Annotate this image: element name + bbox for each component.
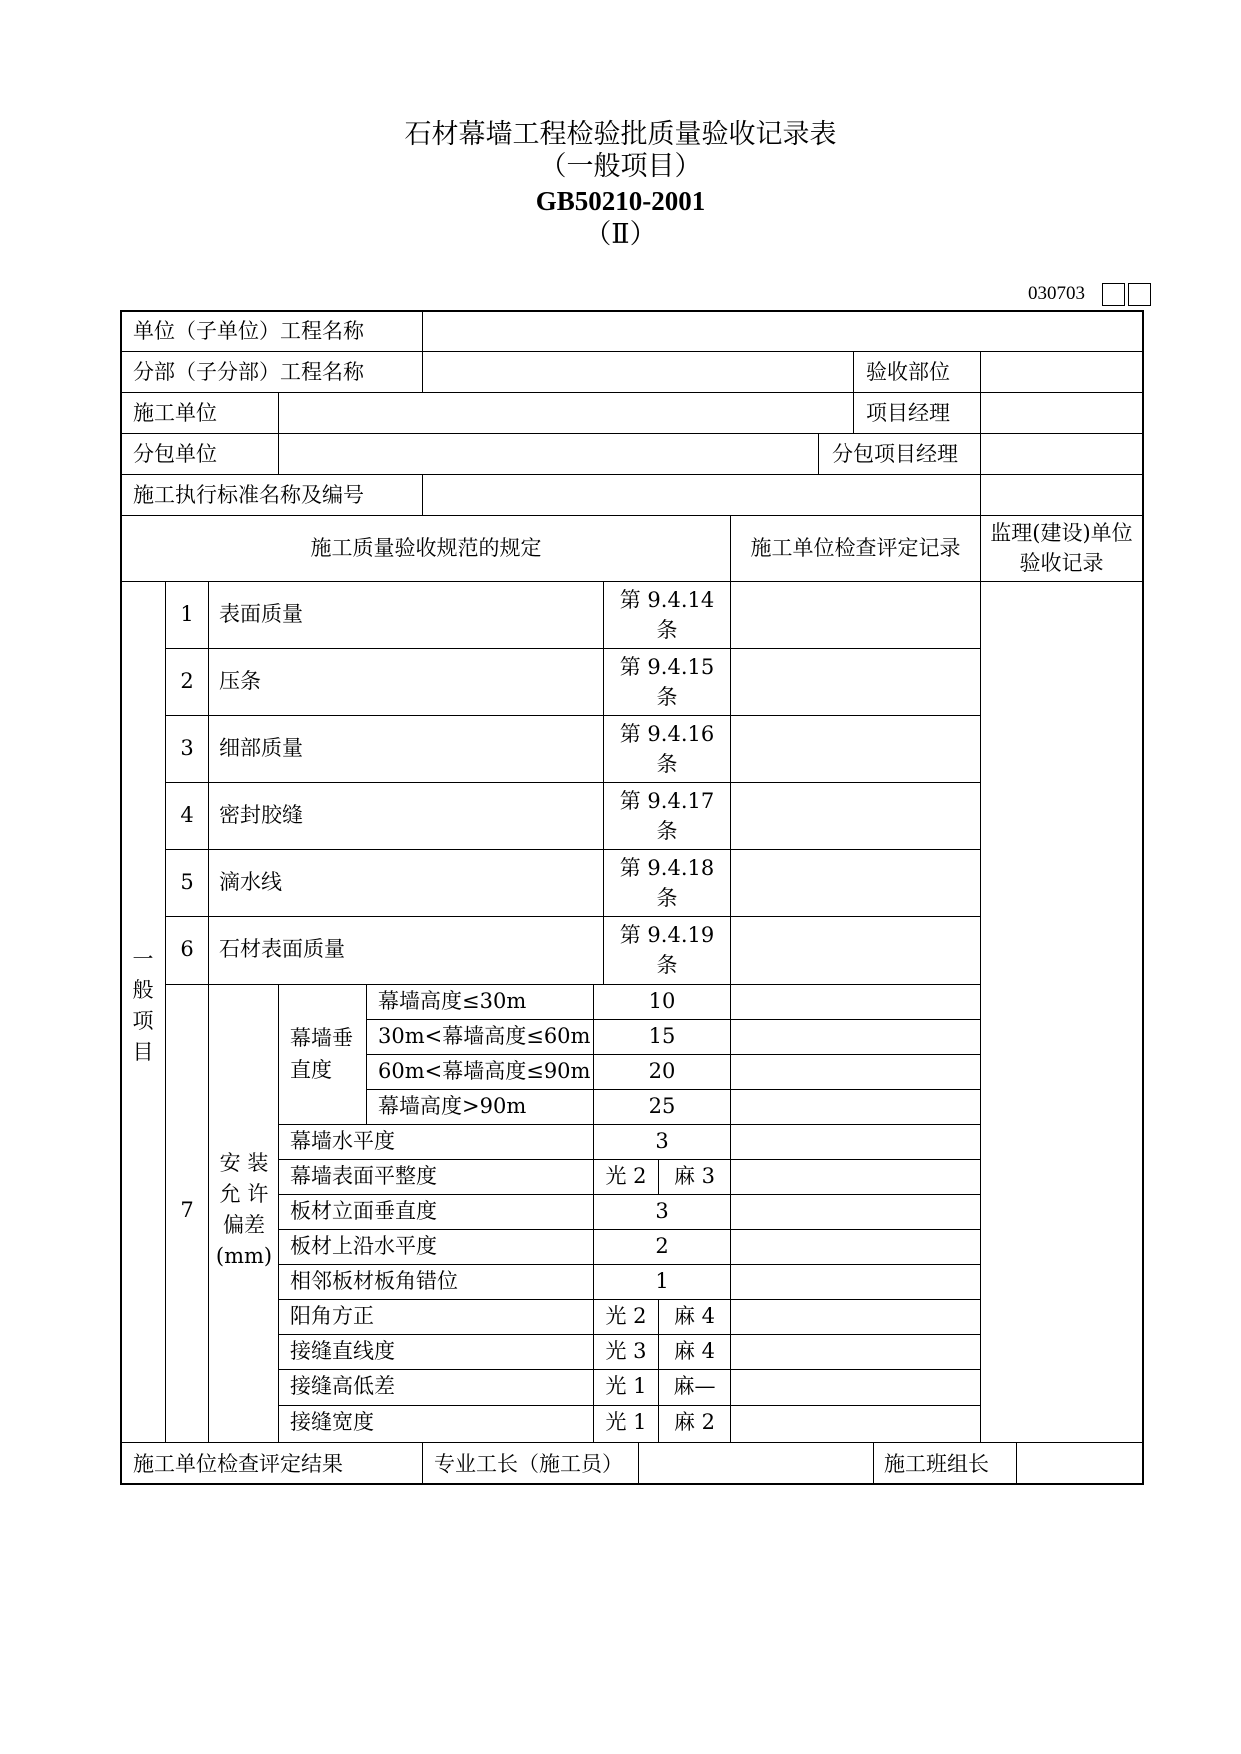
construction-unit-label: 施工单位 (133, 401, 217, 425)
standard-name-field[interactable] (424, 475, 1142, 514)
supervision-record-header-l1: 监理(建设)单位 (990, 521, 1133, 545)
tolerance-name: 30m<幕墙高度≤60m (378, 1024, 591, 1048)
project-manager-label: 项目经理 (866, 401, 950, 425)
page-title: 石材幕墙工程检验批质量验收记录表 (404, 119, 837, 150)
tolerance-value-rough: 麻 2 (673, 1410, 716, 1434)
tolerance-value: 10 (648, 989, 676, 1013)
tolerance-name: 幕墙表面平整度 (290, 1164, 437, 1188)
construction-result-label: 施工单位检查评定结果 (133, 1452, 343, 1476)
supervision-record-area[interactable] (981, 582, 1142, 1442)
item-clause: 第 9.4.17 (619, 789, 715, 813)
table-number: （Ⅱ） (584, 219, 657, 250)
tolerance-name: 板材立面垂直度 (290, 1199, 437, 1223)
item-number: 2 (180, 669, 194, 693)
item-number: 6 (180, 937, 194, 961)
tolerance-value: 2 (655, 1234, 669, 1258)
item-clause-suffix: 条 (656, 618, 678, 642)
form-code-box-1[interactable] (1102, 283, 1125, 306)
tolerance-name: 板材上沿水平度 (290, 1234, 437, 1258)
tolerance-name: 阳角方正 (290, 1304, 374, 1328)
item-clause: 第 9.4.19 (619, 923, 715, 947)
page-subtitle: （一般项目） (539, 151, 702, 182)
tolerance-name: 接缝宽度 (290, 1410, 374, 1434)
item-clause-suffix: 条 (656, 819, 678, 843)
tolerance-value-rough: 麻 4 (673, 1339, 716, 1363)
item-name: 石材表面质量 (219, 937, 345, 961)
tolerance-value-polished: 光 1 (605, 1374, 647, 1398)
item-name: 滴水线 (219, 870, 282, 894)
form-code: 030703 (1028, 283, 1085, 304)
item-name: 压条 (219, 669, 261, 693)
item-clause: 第 9.4.15 (619, 655, 715, 679)
general-items-label: 一 般 项 目 (132, 947, 154, 1064)
subcontract-manager-field[interactable] (982, 434, 1142, 473)
tolerance-value-rough: 麻 4 (673, 1304, 716, 1328)
tolerance-value-rough: 麻— (673, 1374, 716, 1398)
item-clause-suffix: 条 (656, 953, 678, 977)
standard-name-label: 施工执行标准名称及编号 (133, 483, 364, 507)
tolerance-value-rough: 麻 3 (673, 1164, 716, 1188)
tolerance-name: 60m<幕墙高度≤90m (378, 1059, 591, 1083)
subcontract-unit-label: 分包单位 (133, 442, 217, 466)
item-clause-suffix: 条 (656, 685, 678, 709)
form-code-box-2[interactable] (1128, 283, 1151, 306)
tolerance-value-polished: 光 2 (605, 1164, 647, 1188)
construction-record-header: 施工单位检查评定记录 (750, 536, 961, 560)
item-name: 密封胶缝 (219, 803, 303, 827)
team-leader-label: 施工班组长 (884, 1452, 989, 1476)
project-manager-field[interactable] (982, 393, 1142, 432)
tolerance-value: 15 (648, 1024, 676, 1048)
item-clause: 第 9.4.16 (619, 722, 715, 746)
supervision-record-header-l2: 验收记录 (1019, 551, 1104, 575)
tolerance-name: 接缝直线度 (290, 1339, 395, 1363)
unit-project-name-field[interactable] (424, 352, 852, 391)
acceptance-part-label: 验收部位 (866, 360, 950, 384)
vertical-group-label-l1: 幕墙垂 (290, 1026, 353, 1050)
item-clause-suffix: 条 (656, 752, 678, 776)
tolerance-value: 3 (655, 1199, 669, 1223)
item-7-number: 7 (180, 1198, 194, 1222)
construction-record-area[interactable] (731, 582, 980, 1442)
item-name: 表面质量 (219, 602, 303, 626)
acceptance-part-field[interactable] (982, 352, 1142, 391)
subcontract-manager-label: 分包项目经理 (832, 442, 958, 466)
sub-project-name-label: 分部（子分部）工程名称 (133, 360, 364, 384)
tolerance-value: 20 (648, 1059, 676, 1083)
tolerance-name: 幕墙水平度 (290, 1129, 395, 1153)
tolerance-name: 幕墙高度>90m (378, 1094, 527, 1118)
tolerance-value-polished: 光 3 (605, 1339, 647, 1363)
item-number: 4 (180, 803, 194, 827)
foreman-label: 专业工长（施工员） (434, 1452, 623, 1476)
vertical-group-label-l2: 直度 (290, 1058, 332, 1082)
tolerance-value: 3 (655, 1129, 669, 1153)
tolerance-value-polished: 光 1 (605, 1410, 647, 1434)
tolerance-name: 相邻板材板角错位 (290, 1269, 458, 1293)
item-clause: 第 9.4.14 (619, 588, 715, 612)
install-tolerance-label: 安 装 允 许 偏差 (mm) (215, 1151, 273, 1268)
foreman-signature-field[interactable] (639, 1443, 872, 1483)
unit-project-name-label: 单位（子单位）工程名称 (133, 319, 364, 343)
tolerance-name: 接缝高低差 (290, 1374, 395, 1398)
standard-code: GB50210-2001 (535, 186, 706, 216)
item-clause: 第 9.4.18 (619, 856, 715, 880)
tolerance-value-polished: 光 2 (605, 1304, 647, 1328)
item-name: 细部质量 (219, 736, 303, 760)
item-clause-suffix: 条 (656, 886, 678, 910)
tolerance-value: 1 (655, 1269, 669, 1293)
team-leader-signature-field[interactable] (1017, 1443, 1142, 1483)
tolerance-name: 幕墙高度≤30m (378, 989, 527, 1013)
item-number: 5 (180, 870, 194, 894)
item-number: 3 (180, 736, 194, 760)
tolerance-value: 25 (648, 1094, 676, 1118)
spec-column-header: 施工质量验收规范的规定 (310, 536, 542, 560)
item-number: 1 (180, 602, 194, 626)
